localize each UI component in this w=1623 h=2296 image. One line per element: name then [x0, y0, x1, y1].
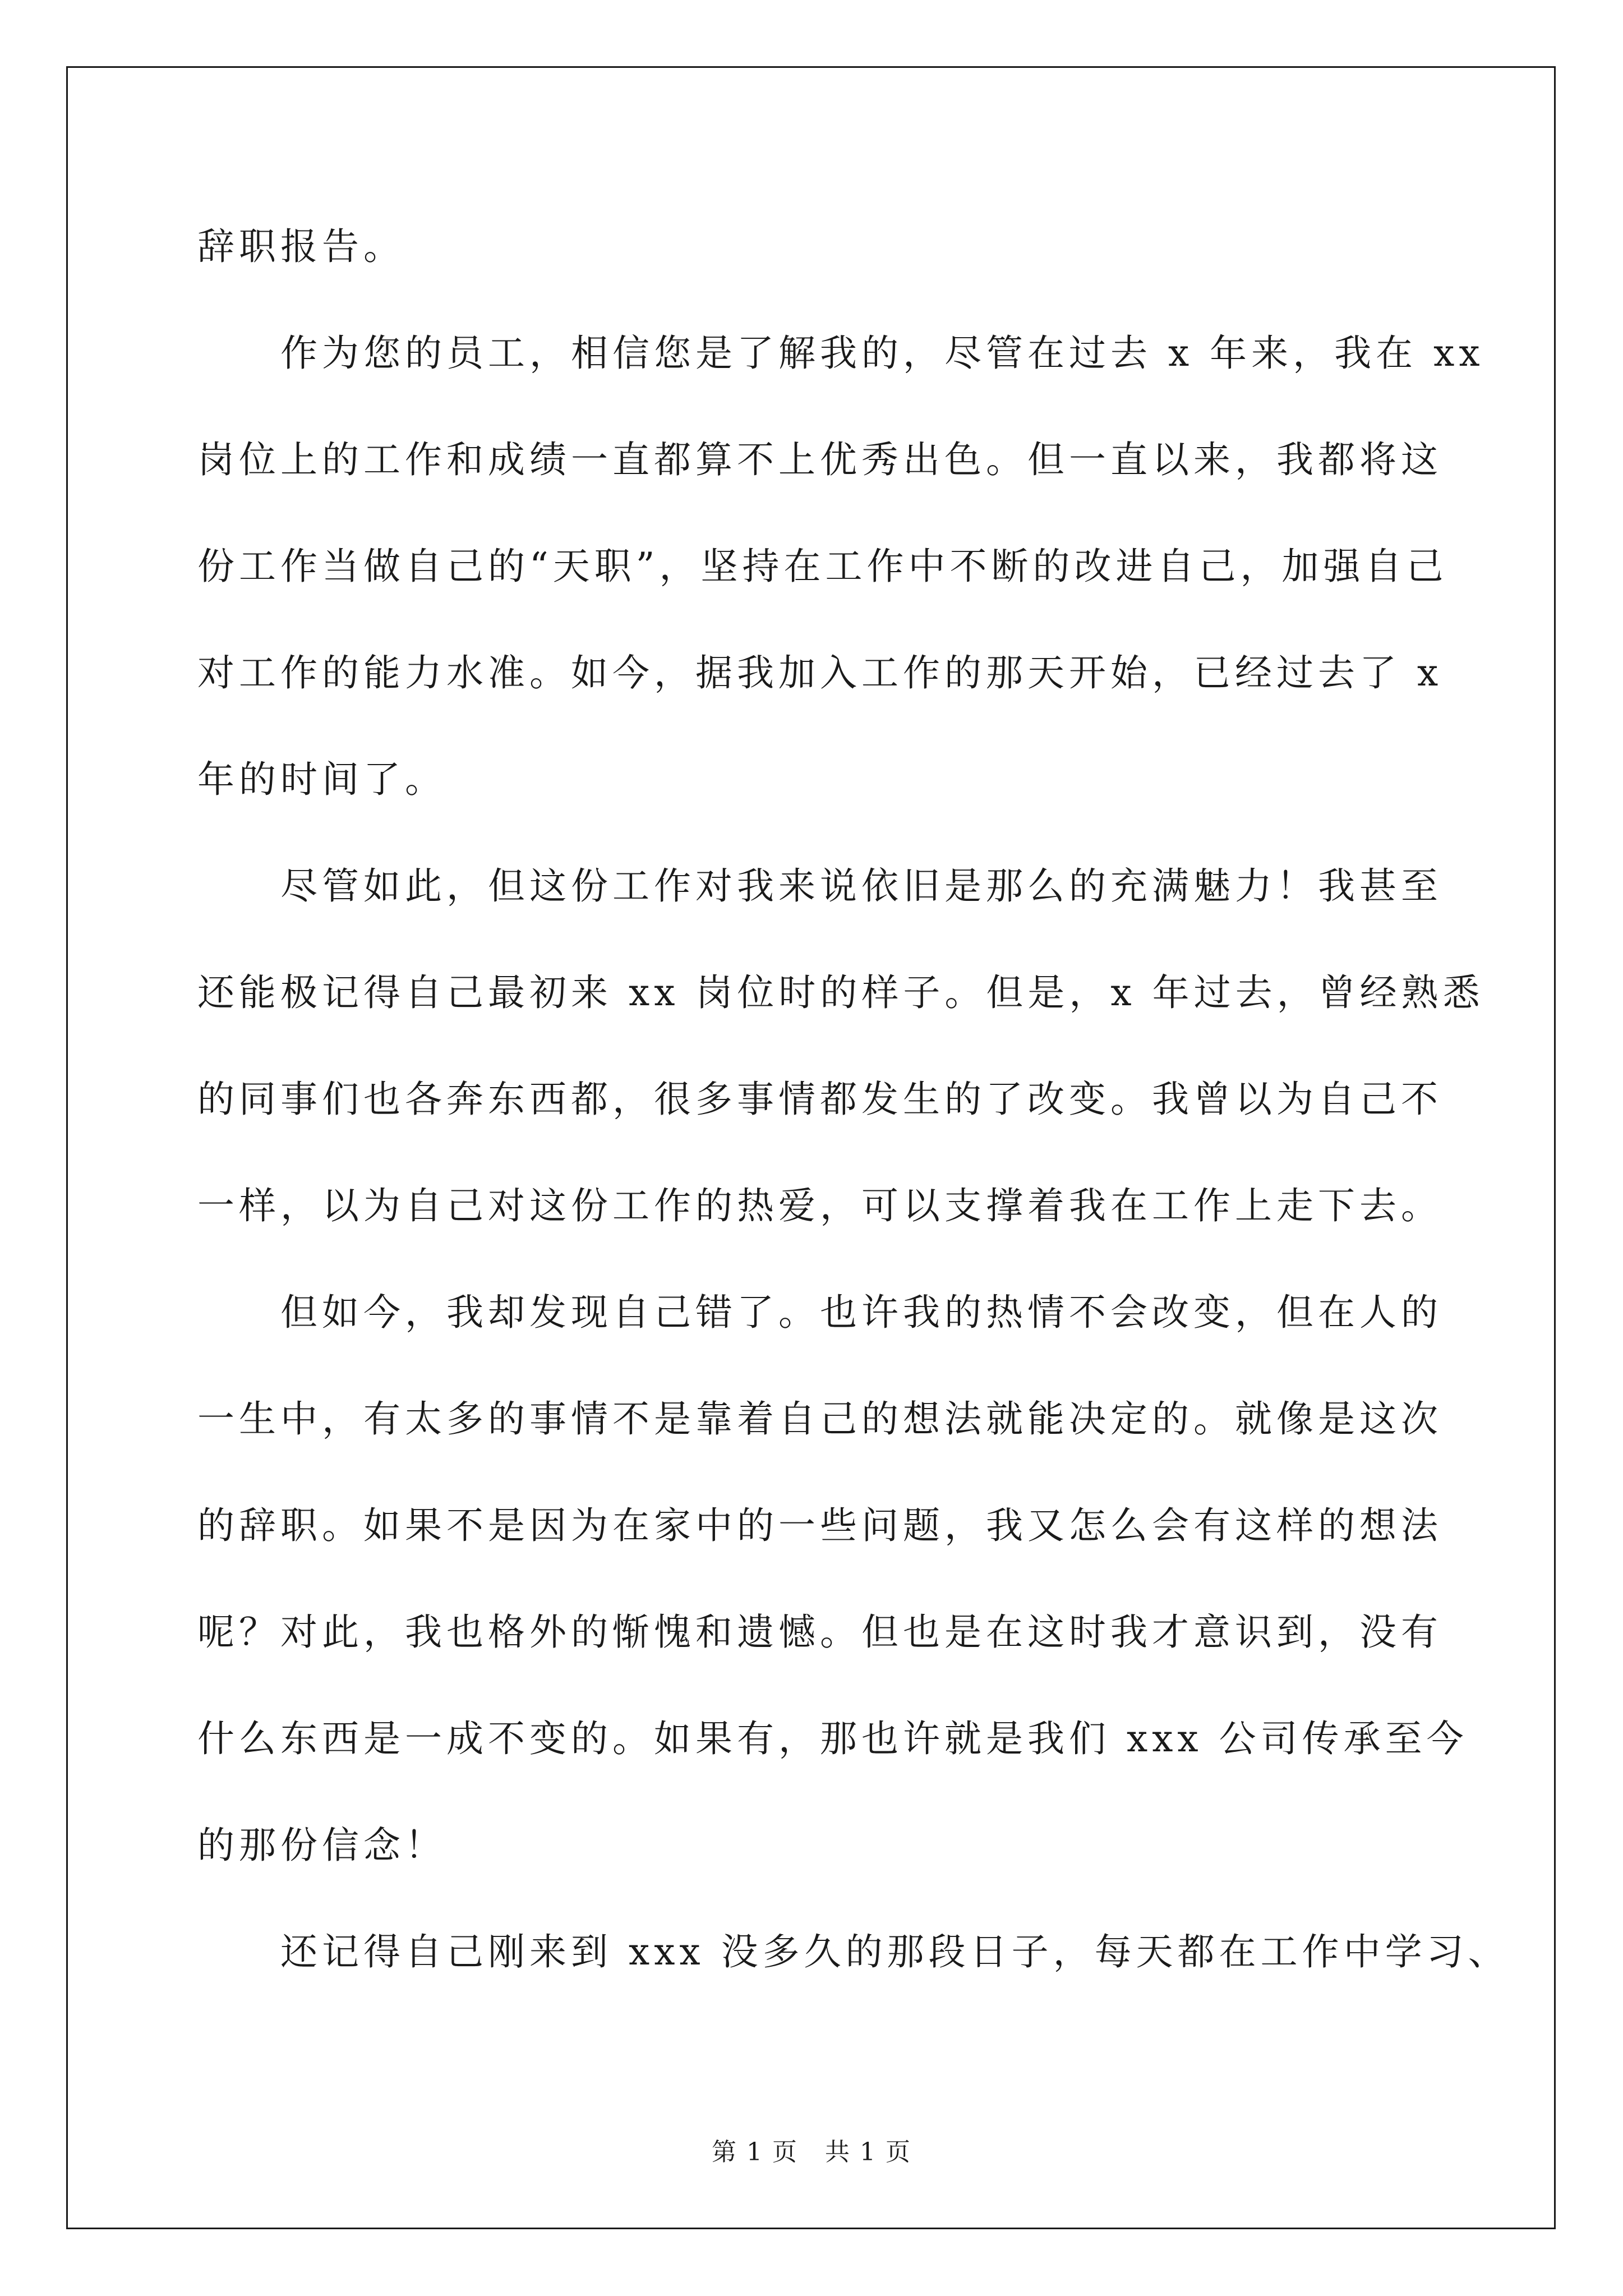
text-line: 的那份信念！ [197, 1824, 446, 1867]
paragraph-start-line: 作为您的员工，相信您是了解我的，尽管在过去 x 年来，我在 xx [280, 332, 1484, 375]
page-number: 第 1 页 [712, 2138, 798, 2166]
text-line: 的辞职。如果不是因为在家中的一些问题，我又怎么会有这样的想法 [197, 1504, 1442, 1547]
text-line: 的同事们也各奔东西都，很多事情都发生的了改变。我曾以为自己不 [197, 1078, 1442, 1121]
text-line: 份工作当做自己的“天职”，坚持在工作中不断的改进自己，加强自己 [197, 545, 1448, 588]
paragraph-start-line: 还记得自己刚来到 xxx 没多久的那段日子，每天都在工作中学习、 [280, 1930, 1510, 1973]
paragraph-start-line: 尽管如此，但这份工作对我来说依旧是那么的充满魅力！我甚至 [280, 864, 1442, 908]
text-line: 一样，以为自己对这份工作的热爱，可以支撑着我在工作上走下去。 [197, 1184, 1442, 1227]
paragraph-start-line: 但如今，我却发现自己错了。也许我的热情不会改变，但在人的 [280, 1291, 1442, 1334]
text-line: 还能极记得自己最初来 xx 岗位时的样子。但是，x 年过去，曾经熟悉 [197, 971, 1484, 1014]
text-line: 呢？对此，我也格外的惭愧和遗憾。但也是在这时我才意识到，没有 [197, 1611, 1442, 1654]
text-line: 岗位上的工作和成绩一直都算不上优秀出色。但一直以来，我都将这 [197, 438, 1442, 481]
text-line: 对工作的能力水准。如今，据我加入工作的那天开始，已经过去了 x [197, 651, 1443, 694]
page-total: 共 1 页 [825, 2138, 911, 2166]
document-body [197, 194, 1510, 2005]
text-line: 辞职报告。 [197, 225, 405, 268]
page-footer [0, 2132, 1623, 2168]
text-line: 什么东西是一成不变的。如果有，那也许就是我们 xxx 公司传承至今 [197, 1717, 1468, 1760]
text-line: 年的时间了。 [197, 758, 446, 801]
text-line: 一生中，有太多的事情不是靠着自己的想法就能决定的。就像是这次 [197, 1397, 1442, 1441]
